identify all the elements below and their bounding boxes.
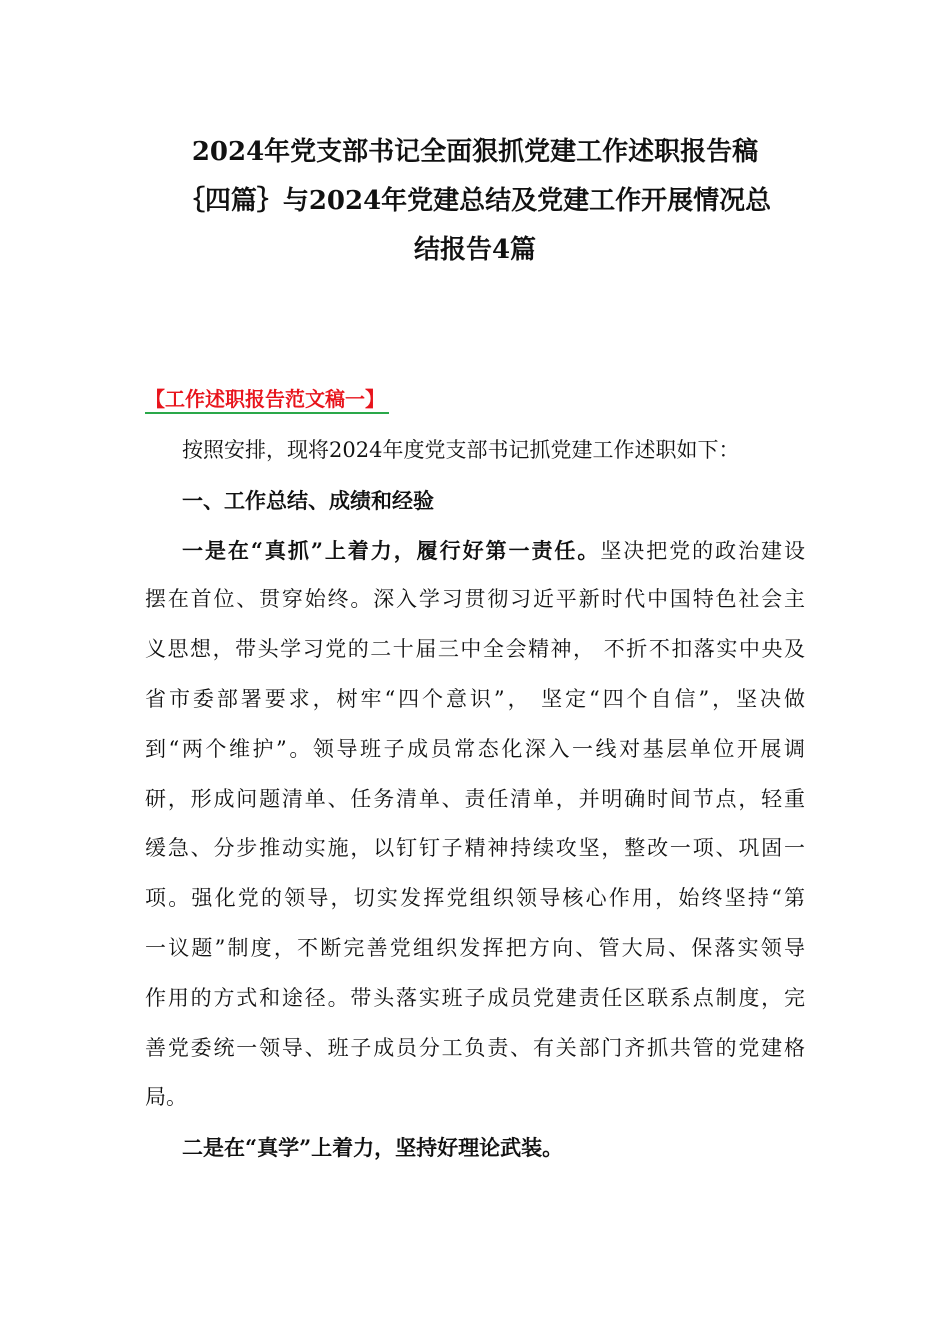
paragraph-line: 研，形成问题清单、任务清单、责任清单，并明确时间节点，轻重 bbox=[145, 786, 805, 811]
intro-paragraph: 按照安排，现将2024年度党支部书记抓党建工作述职如下： bbox=[182, 438, 740, 462]
paragraph-line: 缓急、分步推动实施，以钉钉子精神持续攻坚，整改一项、巩固一 bbox=[145, 836, 805, 861]
title-line: 结报告4篇 bbox=[413, 235, 537, 265]
section-tag: 【工作述职报告范文稿一】 bbox=[145, 386, 389, 414]
title-line: 2024年党支部书记全面狠抓党建工作述职报告稿 bbox=[191, 137, 759, 167]
section-heading bbox=[145, 476, 805, 526]
document-title bbox=[0, 128, 950, 275]
paragraph-line: 省市委部署要求，树牢“四个意识”， 坚定“四个自信”，坚决做 bbox=[145, 686, 805, 711]
paragraph-line: 项。强化党的领导，切实发挥党组织领导核心作用，始终坚持“第 bbox=[145, 886, 805, 911]
paragraph-line: 摆在首位、贯穿始终。深入学习贯彻习近平新时代中国特色社会主 bbox=[145, 587, 805, 612]
paragraph-heading bbox=[145, 1123, 805, 1173]
paragraph-line: 善党委统一领导、班子成员分工负责、有关部门齐抓共管的党建格 bbox=[145, 1035, 805, 1060]
lead-bold: 一是在“真抓”上着力，履行好第一责任。 bbox=[182, 537, 601, 563]
paragraph-line: 义思想，带头学习党的二十届三中全会精神， 不折不扣落实中央及 bbox=[145, 637, 805, 662]
para2-bold: 二是在“真学”上着力，坚持好理论武装。 bbox=[182, 1135, 564, 1161]
paragraph-line: 一议题”制度，不断完善党组织发挥把方向、管大局、保落实领导 bbox=[145, 935, 805, 960]
heading-text: 一、工作总结、成绩和经验 bbox=[182, 487, 434, 513]
document-body bbox=[145, 426, 805, 1173]
paragraph-line: 作用的方式和途径。带头落实班子成员党建责任区联系点制度，完 bbox=[145, 985, 805, 1010]
paragraph-line: 局。 bbox=[145, 1085, 187, 1110]
lead-rest: 坚决把党的政治建设 bbox=[600, 538, 805, 563]
paragraph-line: 到“两个维护”。领导班子成员常态化深入一线对基层单位开展调 bbox=[145, 736, 805, 761]
paragraph-line bbox=[145, 526, 805, 576]
title-line: ｛四篇｝与2024年党建总结及党建工作开展情况总 bbox=[178, 186, 772, 216]
